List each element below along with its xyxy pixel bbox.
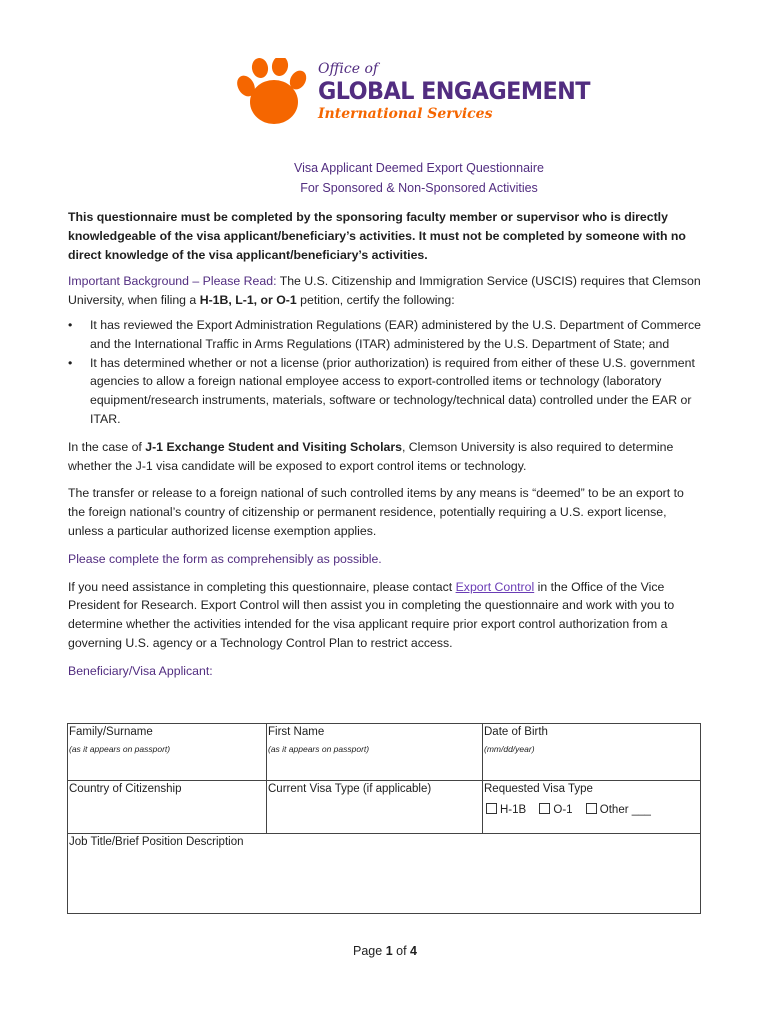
transfer-paragraph: The transfer or release to a foreign national of such controlled items by any means is “deemed” to be an export to the foreign national’s country of citizenship or permanent residence, potentially requiring a U.S. export license, unless a particular authorized license exemption applies. (68, 486, 684, 538)
beneficiary-heading: Beneficiary/Visa Applicant: (68, 663, 213, 678)
first-name-field[interactable]: First Name (as it appears on passport) (267, 724, 483, 781)
job-title-description-field[interactable]: Job Title/Brief Position Description (68, 834, 701, 914)
please-complete-note: Please complete the form as comprehensibly as possible. (68, 551, 382, 566)
logo-international-services: International Services (318, 106, 493, 122)
export-control-link[interactable]: Export Control (455, 579, 535, 594)
tiger-paw-icon (236, 58, 312, 130)
office-logo (236, 58, 590, 130)
logo-office-of: Office of (318, 61, 379, 77)
intro-paragraph: This questionnaire must be completed by the sponsoring faculty member or supervisor who is directly knowledgeable of the visa applicant/beneficiary’s activities. It must not be completed by someone with no direct knowledge of the visa applicant/beneficiary’s activities. (68, 210, 686, 262)
country-of-citizenship-field[interactable]: Country of Citizenship (68, 781, 267, 834)
page-number: Page 1 of 4 (353, 944, 417, 958)
title-line-2: For Sponsored & Non-Sponsored Activities (300, 181, 538, 195)
certification-list (68, 316, 704, 429)
beneficiary-form (67, 723, 701, 914)
requested-visa-type-field: Requested Visa Type H-1B O-1 Other ___ (483, 781, 701, 834)
j1-paragraph: In the case of J-1 Exchange Student and Visiting Scholars, Clemson University is also required to determine whether the J-1 visa candidate will be exposed to export control items or technology. (68, 439, 674, 473)
current-visa-type-field[interactable]: Current Visa Type (if applicable) (267, 781, 483, 834)
document-body (68, 158, 704, 681)
list-item: • It has determined whether or not a license (prior authorization) is required from either of these U.S. government agencies to allow a foreign national employee access to export-controlled items or technology (laboratory equipment/research instruments, materials, software or technology/technical data) controlled under the EAR or ITAR. (68, 355, 695, 426)
visa-types: H-1B, L-1, or O-1 (199, 293, 297, 308)
o1-checkbox[interactable]: O-1 (539, 804, 572, 816)
h1b-checkbox[interactable]: H-1B (486, 804, 526, 816)
document-title (134, 158, 704, 198)
title-line-1: Visa Applicant Deemed Export Questionnaire (294, 161, 544, 175)
assistance-paragraph: If you need assistance in completing this questionnaire, please contact Export Control in the Office of the Vice President for Research. Export Control will then assist you in completing the questionnaire and work with you to determine whether the activities intended for the visa applicant require prior export control authorization from a governing U.S. agency or a Technology Control Plan to restrict access. (68, 579, 675, 650)
other-checkbox[interactable]: Other ___ (586, 804, 651, 816)
list-item: • It has reviewed the Export Administration Regulations (EAR) administered by the U.S. Department of Commerce and the International Traffic in Arms Regulations (ITAR) administered by the U.S. Department of State; and (68, 317, 702, 351)
background-label: Important Background – Please Read: (68, 274, 277, 289)
logo-global-engagement: GLOBAL ENGAGEMENT (318, 77, 590, 105)
date-of-birth-field[interactable]: Date of Birth (mm/dd/year) (483, 724, 701, 781)
family-name-field[interactable]: Family/Surname (as it appears on passport) (68, 724, 267, 781)
background-paragraph: Important Background – Please Read: The U.S. Citizenship and Immigration Service (USCIS) requires that Clemson University, when filing a H-1B, L-1, or O-1 petition, certify the following: (68, 274, 701, 308)
